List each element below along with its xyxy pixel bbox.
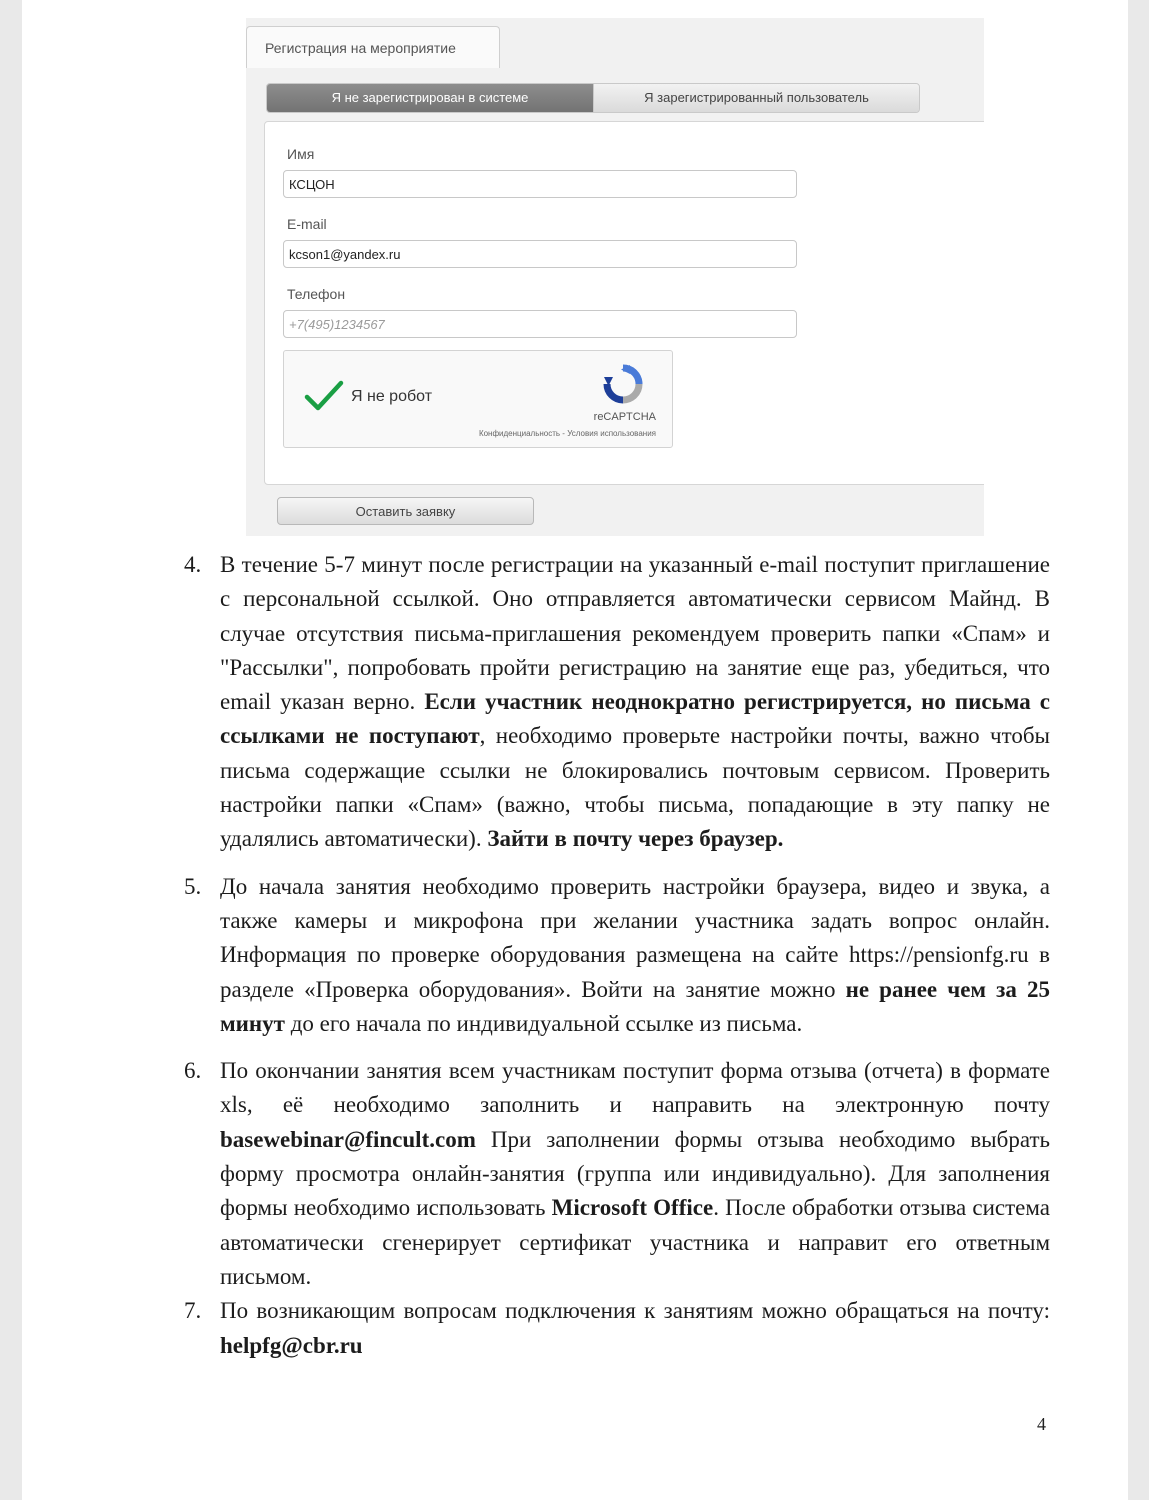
list-item-number: 7. bbox=[184, 1298, 202, 1324]
list-item bbox=[178, 548, 1050, 857]
list-item bbox=[178, 870, 1050, 1041]
user-type-switch bbox=[266, 83, 920, 113]
email-link[interactable]: helpfg@cbr.ru bbox=[220, 1332, 363, 1358]
email-link[interactable]: basewebinar@fincult.com bbox=[220, 1126, 476, 1152]
instructions-list bbox=[178, 548, 1050, 1363]
email-label: E-mail bbox=[287, 216, 327, 232]
email-input[interactable] bbox=[283, 240, 797, 268]
tab-registered-user[interactable]: Я зарегистрированный пользователь bbox=[593, 84, 919, 112]
recaptcha-brand: reCAPTCHA bbox=[593, 411, 656, 423]
phone-input[interactable] bbox=[283, 310, 797, 338]
tab-event-registration[interactable]: Регистрация на мероприятие bbox=[246, 26, 500, 68]
list-item-number: 5. bbox=[184, 873, 202, 899]
recaptcha-label: Я не робот bbox=[351, 388, 433, 405]
page-number: 4 bbox=[1037, 1414, 1046, 1434]
name-input[interactable] bbox=[283, 170, 797, 198]
list-item bbox=[178, 1054, 1050, 1294]
list-item bbox=[178, 1294, 1050, 1363]
recaptcha-terms-link[interactable]: Конфиденциальность - Условия использования bbox=[478, 429, 656, 438]
tab-not-registered[interactable]: Я не зарегистрирован в системе bbox=[267, 84, 593, 112]
recaptcha-logo-icon bbox=[602, 363, 644, 405]
submit-application-button[interactable]: Оставить заявку bbox=[277, 497, 534, 525]
registration-form bbox=[264, 121, 984, 485]
checkmark-icon[interactable] bbox=[304, 379, 344, 413]
list-item-text: По возникающим вопросам подключения к занятиям можно обращаться на почту: helpfg@cbr.ru bbox=[220, 1298, 1050, 1358]
list-item-text: По окончании занятия всем участникам поступит форма отзыва (отчета) в формате xls, её необходимо заполнить и направить на электронную почту basewebinar@fincult.com При заполнении формы отзыва необходимо выбрать форму просмотра онлайн-занятия (группа или индивидуально). Для заполнения формы необходимо использовать Microsoft Office. После обработки отзыва система автоматически сгенерирует сертификат участника и направит его ответным письмом. bbox=[220, 1058, 1050, 1289]
registration-form-screenshot bbox=[246, 18, 984, 536]
list-item-number: 6. bbox=[184, 1058, 202, 1084]
name-label: Имя bbox=[287, 146, 315, 162]
list-item-number: 4. bbox=[184, 552, 202, 577]
phone-label: Телефон bbox=[287, 286, 346, 302]
list-item-text: В течение 5-7 минут после регистрации на указанный e-mail поступит приглашение с персональной ссылкой. Оно отправляется автоматически сервисом Майнд. В случае отсутствия письма-приглашения рекомендуем проверить папки «Спам» и "Рассылки", попробовать пройти регистрацию на занятие еще раз, убедиться, что email указан верно. Если участник неоднократно регистрируется, но письма с ссылками не поступают, необходимо проверьте настройки почты, важно чтобы письма содержащие ссылки не блокировались почтовым сервисом. Проверить настройки папки «Спам» (важно, чтобы письма, попадающие в эту папку не удалялись автоматически). Зайти в почту через браузер. bbox=[220, 552, 1051, 852]
list-item-text: До начала занятия необходимо проверить настройки браузера, видео и звука, а также камеры и микрофона при желании участника задать вопрос онлайн. Информация по проверке оборудования размещена на сайте https://pensionfg.ru в разделе «Проверка оборудования». Войти на занятие можно не ранее чем за 25 минут до его начала по индивидуальной ссылке из письма. bbox=[220, 873, 1051, 1036]
recaptcha-widget bbox=[283, 350, 673, 448]
